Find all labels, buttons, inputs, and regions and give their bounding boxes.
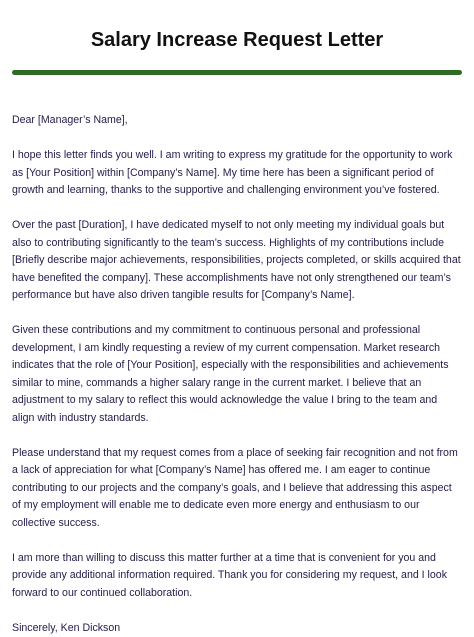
letter-body bbox=[12, 112, 462, 637]
signoff: Sincerely, Ken Dickson bbox=[12, 620, 462, 637]
paragraph-request: Given these contributions and my commitment to continuous personal and professional development, I am kindly requesting a review of my current compensation. Market research indicates that the role of [Your Position], especially with the responsibilities and achievements similar to mine, commands a higher salary range in the current market. I believe that an adjustment to my salary to reflect this would acknowledge the value I bring to the team and align with industry standards. bbox=[12, 322, 462, 427]
title-divider bbox=[12, 70, 462, 75]
paragraph-contributions: Over the past [Duration], I have dedicated myself to not only meeting my individual goals but also to contributing significantly to the team’s success. Highlights of my contributions include [Briefly describe major achievements, responsibilities, projects completed, or skills acquired that have benefited the company]. These accomplishments have not only strengthened our team’s performance but have also driven tangible results for [Company’s Name]. bbox=[12, 217, 462, 305]
letter-title: Salary Increase Request Letter bbox=[0, 26, 474, 54]
paragraph-intro: I hope this letter finds you well. I am writing to express my gratitude for the opportunity to work as [Your Position] within [Company’s Name]. My time here has been a significant period of growth and learning, thanks to the supportive and challenging environment you’ve fostered. bbox=[12, 147, 462, 200]
paragraph-closing: I am more than willing to discuss this matter further at a time that is convenient for you and provide any additional information required. Thank you for considering my request, and I look forward to our continued collaboration. bbox=[12, 550, 462, 603]
salutation: Dear [Manager’s Name], bbox=[12, 112, 462, 130]
paragraph-clarification: Please understand that my request comes from a place of seeking fair recognition and not from a lack of appreciation for what [Company’s Name] has offered me. I am eager to continue contributing to our projects and the company’s goals, and I believe that addressing this aspect of my employment will enable me to dedicate even more energy and enthusiasm to our collective success. bbox=[12, 445, 462, 533]
